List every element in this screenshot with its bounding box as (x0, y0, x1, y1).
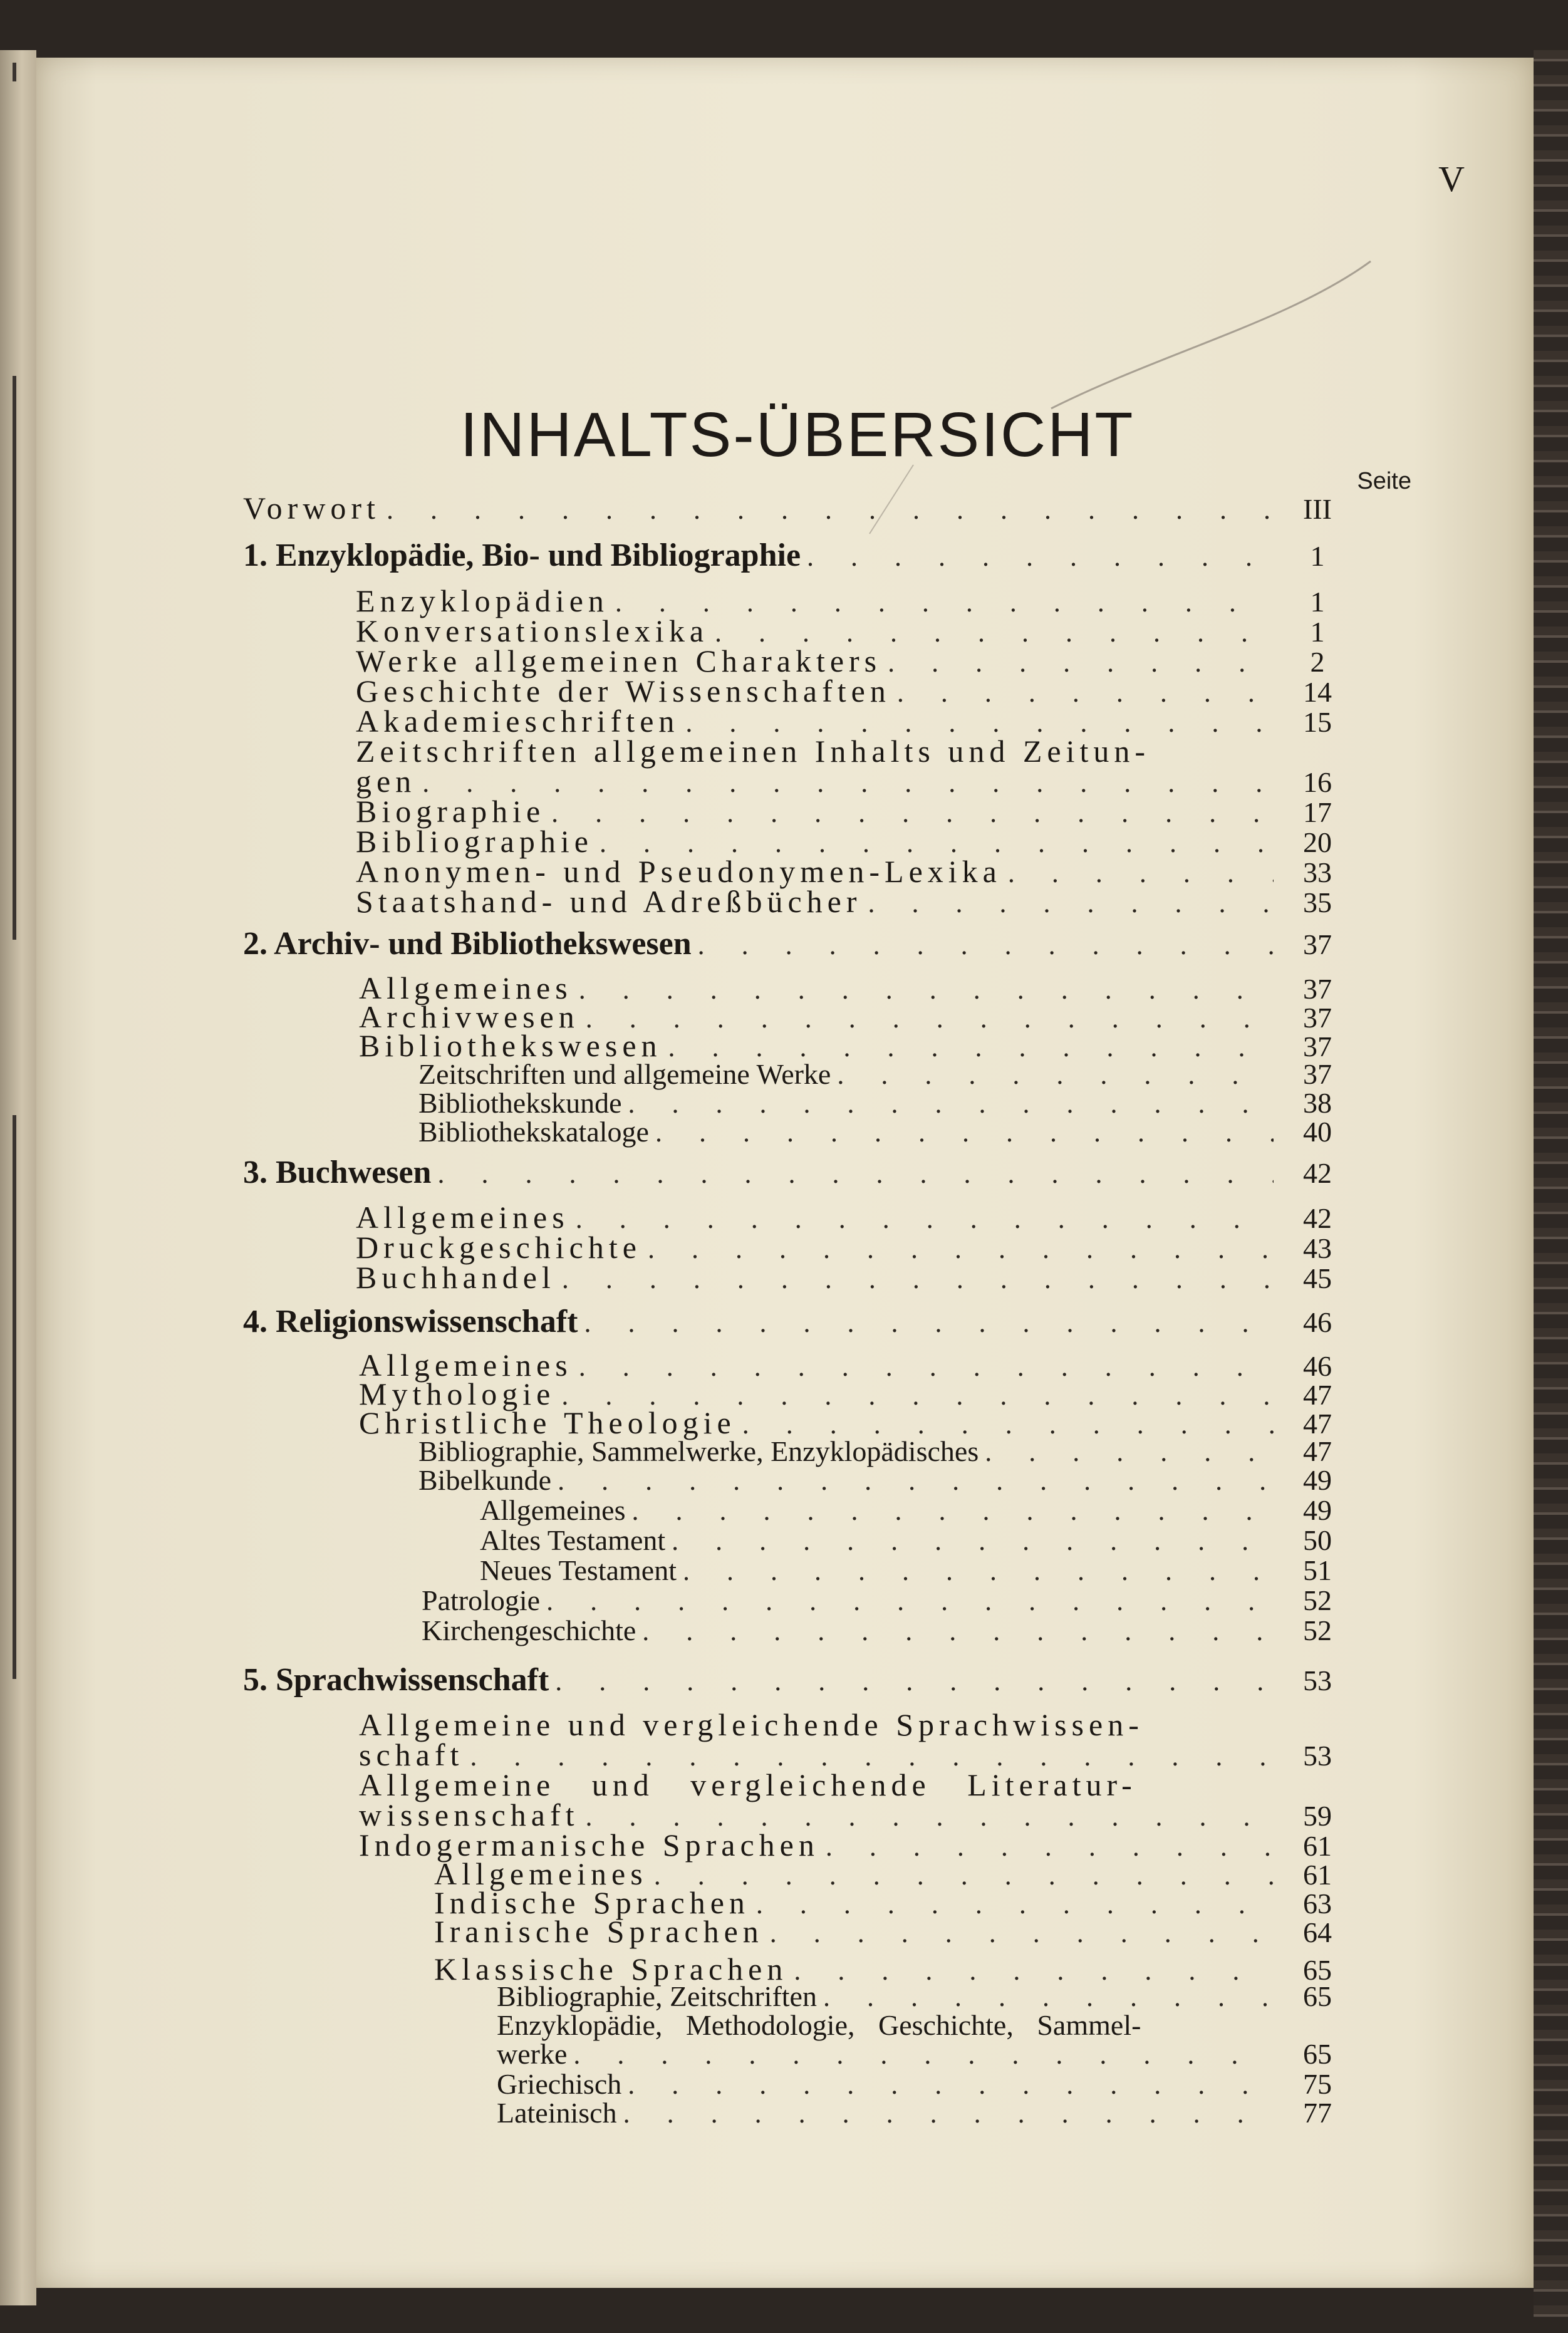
toc-entry-page: 35 (1303, 886, 1332, 918)
toc-entry-page: 42 (1303, 1157, 1332, 1189)
toc-entry-label: Mythologie (359, 1376, 556, 1411)
toc-entry (356, 1259, 1336, 1296)
toc-entry-label: Neues Testament (480, 1554, 677, 1586)
toc-entry-label: Staatshand- und Adreßbücher (356, 884, 862, 919)
toc-entry-label: Biographie (356, 794, 546, 829)
toc-entry-label: Klassische Sprachen (434, 1951, 788, 1987)
toc-entry-page: 51 (1303, 1554, 1332, 1586)
toc-entry-label: Archivwesen (359, 999, 579, 1034)
toc-entry-page: 49 (1303, 1464, 1332, 1496)
toc-entry-label: Allgemeine und vergleichende Literatur- (359, 1767, 1137, 1802)
toc-entry (422, 1614, 1336, 1647)
toc-entry-page: 1 (1310, 616, 1325, 648)
toc-entry-label: Christliche Theologie (359, 1405, 736, 1440)
toc-entry-page: 53 (1303, 1740, 1332, 1772)
toc-entry-label: Allgemeines (359, 1348, 573, 1383)
toc-entry-page: 64 (1303, 1916, 1332, 1948)
toc-entry-label: Akademieschriften (356, 704, 680, 739)
toc-entry-page: 46 (1303, 1306, 1332, 1338)
page-number: V (1438, 158, 1465, 199)
toc-entry-page: 42 (1303, 1202, 1332, 1234)
toc-entry-page: 1 (1310, 540, 1325, 572)
toc-entry-label: Bibliothekskataloge (418, 1116, 649, 1148)
toc-entry-page: 65 (1303, 1980, 1332, 2012)
toc-entry-label: Konversationslexika (356, 613, 709, 648)
toc-entry-page: 65 (1303, 1954, 1332, 1986)
book-binding (1534, 50, 1568, 2318)
toc-entry-page: 2 (1310, 646, 1325, 678)
toc-entry (434, 1913, 1336, 1950)
toc-entry-page: 50 (1303, 1524, 1332, 1556)
toc-entry-label-continued: schaft (359, 1737, 464, 1772)
toc-entry-label: Werke allgemeinen Charakters (356, 643, 882, 678)
toc-entry-label: 4. Religionswissenschaft (243, 1304, 578, 1339)
toc-section-heading (243, 537, 1336, 574)
toc-entry-label-continued: gen (356, 764, 417, 799)
toc-entry-page: 61 (1303, 1859, 1332, 1891)
toc-entry-page: 49 (1303, 1494, 1332, 1526)
toc-entry-page: 77 (1303, 2097, 1332, 2129)
toc-entry-label: Allgemeines (480, 1494, 626, 1526)
toc-entry-page: 38 (1303, 1087, 1332, 1119)
toc-entry-page: 43 (1303, 1232, 1332, 1264)
toc-entry-page: 52 (1303, 1614, 1332, 1646)
toc-entry-page: 47 (1303, 1408, 1332, 1440)
toc-entry-page: 53 (1303, 1665, 1332, 1696)
toc-entry-label: Bibliothekswesen (359, 1028, 662, 1063)
toc-section-heading (243, 1661, 1336, 1698)
toc-entry-label: Indogermanische Sprachen (359, 1827, 819, 1863)
toc-entry-label: Anonymen- und Pseudonymen-Lexika (356, 854, 1002, 889)
toc-entry-label: Druckgeschichte (356, 1230, 641, 1265)
toc-entry-label: Bibliothekskunde (418, 1087, 622, 1119)
toc-entry-page: 1 (1310, 586, 1325, 618)
toc-entry-page: 75 (1303, 2068, 1332, 2100)
toc-entry-label-continued: werke (497, 2038, 568, 2070)
toc-entry-page: 20 (1303, 826, 1332, 858)
toc-entry-label: Bibliographie, Zeitschriften (497, 1980, 817, 2012)
toc-entry-label: Geschichte der Wissenschaften (356, 673, 891, 709)
toc-entry-label: Enzyklopädien (356, 583, 609, 618)
toc-entry-label: Bibliographie, Sammelwerke, Enzyklopädisches (418, 1435, 979, 1467)
toc-entry (356, 883, 1336, 920)
toc-entry-label: 1. Enzyklopädie, Bio- und Bibliographie (243, 538, 801, 573)
toc-entry-page: 33 (1303, 856, 1332, 888)
adjacent-page-edge (0, 50, 36, 2305)
toc-entry (418, 1115, 1336, 1148)
toc-entry-page: 52 (1303, 1584, 1332, 1616)
toc-entry (497, 2096, 1336, 2129)
toc-entry (480, 1494, 1336, 1527)
toc-entry-label: Iranische Sprachen (434, 1914, 764, 1949)
toc-entry-label: Bibelkunde (418, 1464, 552, 1496)
toc-entry-label: Patrologie (422, 1584, 541, 1616)
toc-entry (497, 2037, 1336, 2071)
toc-entry-label: Altes Testament (480, 1524, 666, 1556)
toc-entry-label: Buchhandel (356, 1260, 556, 1295)
toc-entry-label: 5. Sprachwissenschaft (243, 1662, 549, 1698)
toc-entry-label: Vorwort (243, 491, 380, 526)
toc-entry-page: 37 (1303, 973, 1332, 1005)
toc-entry-label: Zeitschriften und allgemeine Werke (418, 1058, 831, 1090)
toc-entry-page: 47 (1303, 1379, 1332, 1411)
toc-entry-page: 46 (1303, 1350, 1332, 1382)
toc-entry-page: 63 (1303, 1888, 1332, 1920)
toc-entry-label: 2. Archiv- und Bibliothekswesen (243, 926, 692, 962)
toc-entry (422, 1584, 1336, 1617)
toc-entry-label: Allgemeines (434, 1856, 648, 1891)
toc-entry-label: Indische Sprachen (434, 1885, 750, 1920)
toc-entry-page: 47 (1303, 1435, 1332, 1467)
toc-entry-label: Griechisch (497, 2068, 622, 2100)
toc-section-heading (243, 925, 1336, 962)
toc-section-heading (243, 1303, 1336, 1340)
toc-entry-label: Bibliographie (356, 824, 593, 859)
toc-entry (243, 490, 1336, 526)
toc-entry-page: 65 (1303, 2038, 1332, 2070)
toc-entry-page: 17 (1303, 796, 1332, 828)
toc-entry-page: III (1303, 493, 1332, 525)
toc-entry-page: 15 (1303, 706, 1332, 738)
toc-entry-page: 45 (1303, 1262, 1332, 1294)
toc-entry-label: Allgemeine und vergleichende Sprachwissen- (359, 1707, 1144, 1742)
toc-entry-label: Allgemeines (359, 970, 573, 1005)
toc-entry-page: 61 (1303, 1830, 1332, 1862)
toc-entry-page: 37 (1303, 1002, 1332, 1034)
toc-section-heading (243, 1154, 1336, 1191)
toc-entry-page: 40 (1303, 1116, 1332, 1148)
toc-entry (480, 1554, 1336, 1587)
toc-entry-label: Enzyklopädie, Methodologie, Geschichte, Sammel- (497, 2009, 1141, 2041)
toc-entry-label-continued: wissenschaft (359, 1797, 579, 1832)
toc-entry-page: 14 (1303, 676, 1332, 708)
toc-entry-page: 59 (1303, 1800, 1332, 1832)
toc-entry-page: 37 (1303, 1058, 1332, 1090)
toc-entry-page: 37 (1303, 928, 1332, 960)
toc-entry-label: Lateinisch (497, 2097, 617, 2129)
toc-entry-page: 16 (1303, 766, 1332, 798)
toc-entry (418, 1463, 1336, 1497)
toc-entry (480, 1524, 1336, 1557)
page-column-header: Seite (1357, 468, 1411, 494)
toc-entry-label: Allgemeines (356, 1200, 569, 1235)
page-title: INHALTS-ÜBERSICHT (460, 400, 1135, 470)
toc-entry-label: 3. Buchwesen (243, 1155, 432, 1190)
toc-entry-label: Kirchengeschichte (422, 1614, 636, 1646)
toc-entry-label: Zeitschriften allgemeinen Inhalts und Zeitun- (356, 734, 1151, 769)
book-page (36, 58, 1534, 2288)
toc-entry-page: 37 (1303, 1031, 1332, 1063)
